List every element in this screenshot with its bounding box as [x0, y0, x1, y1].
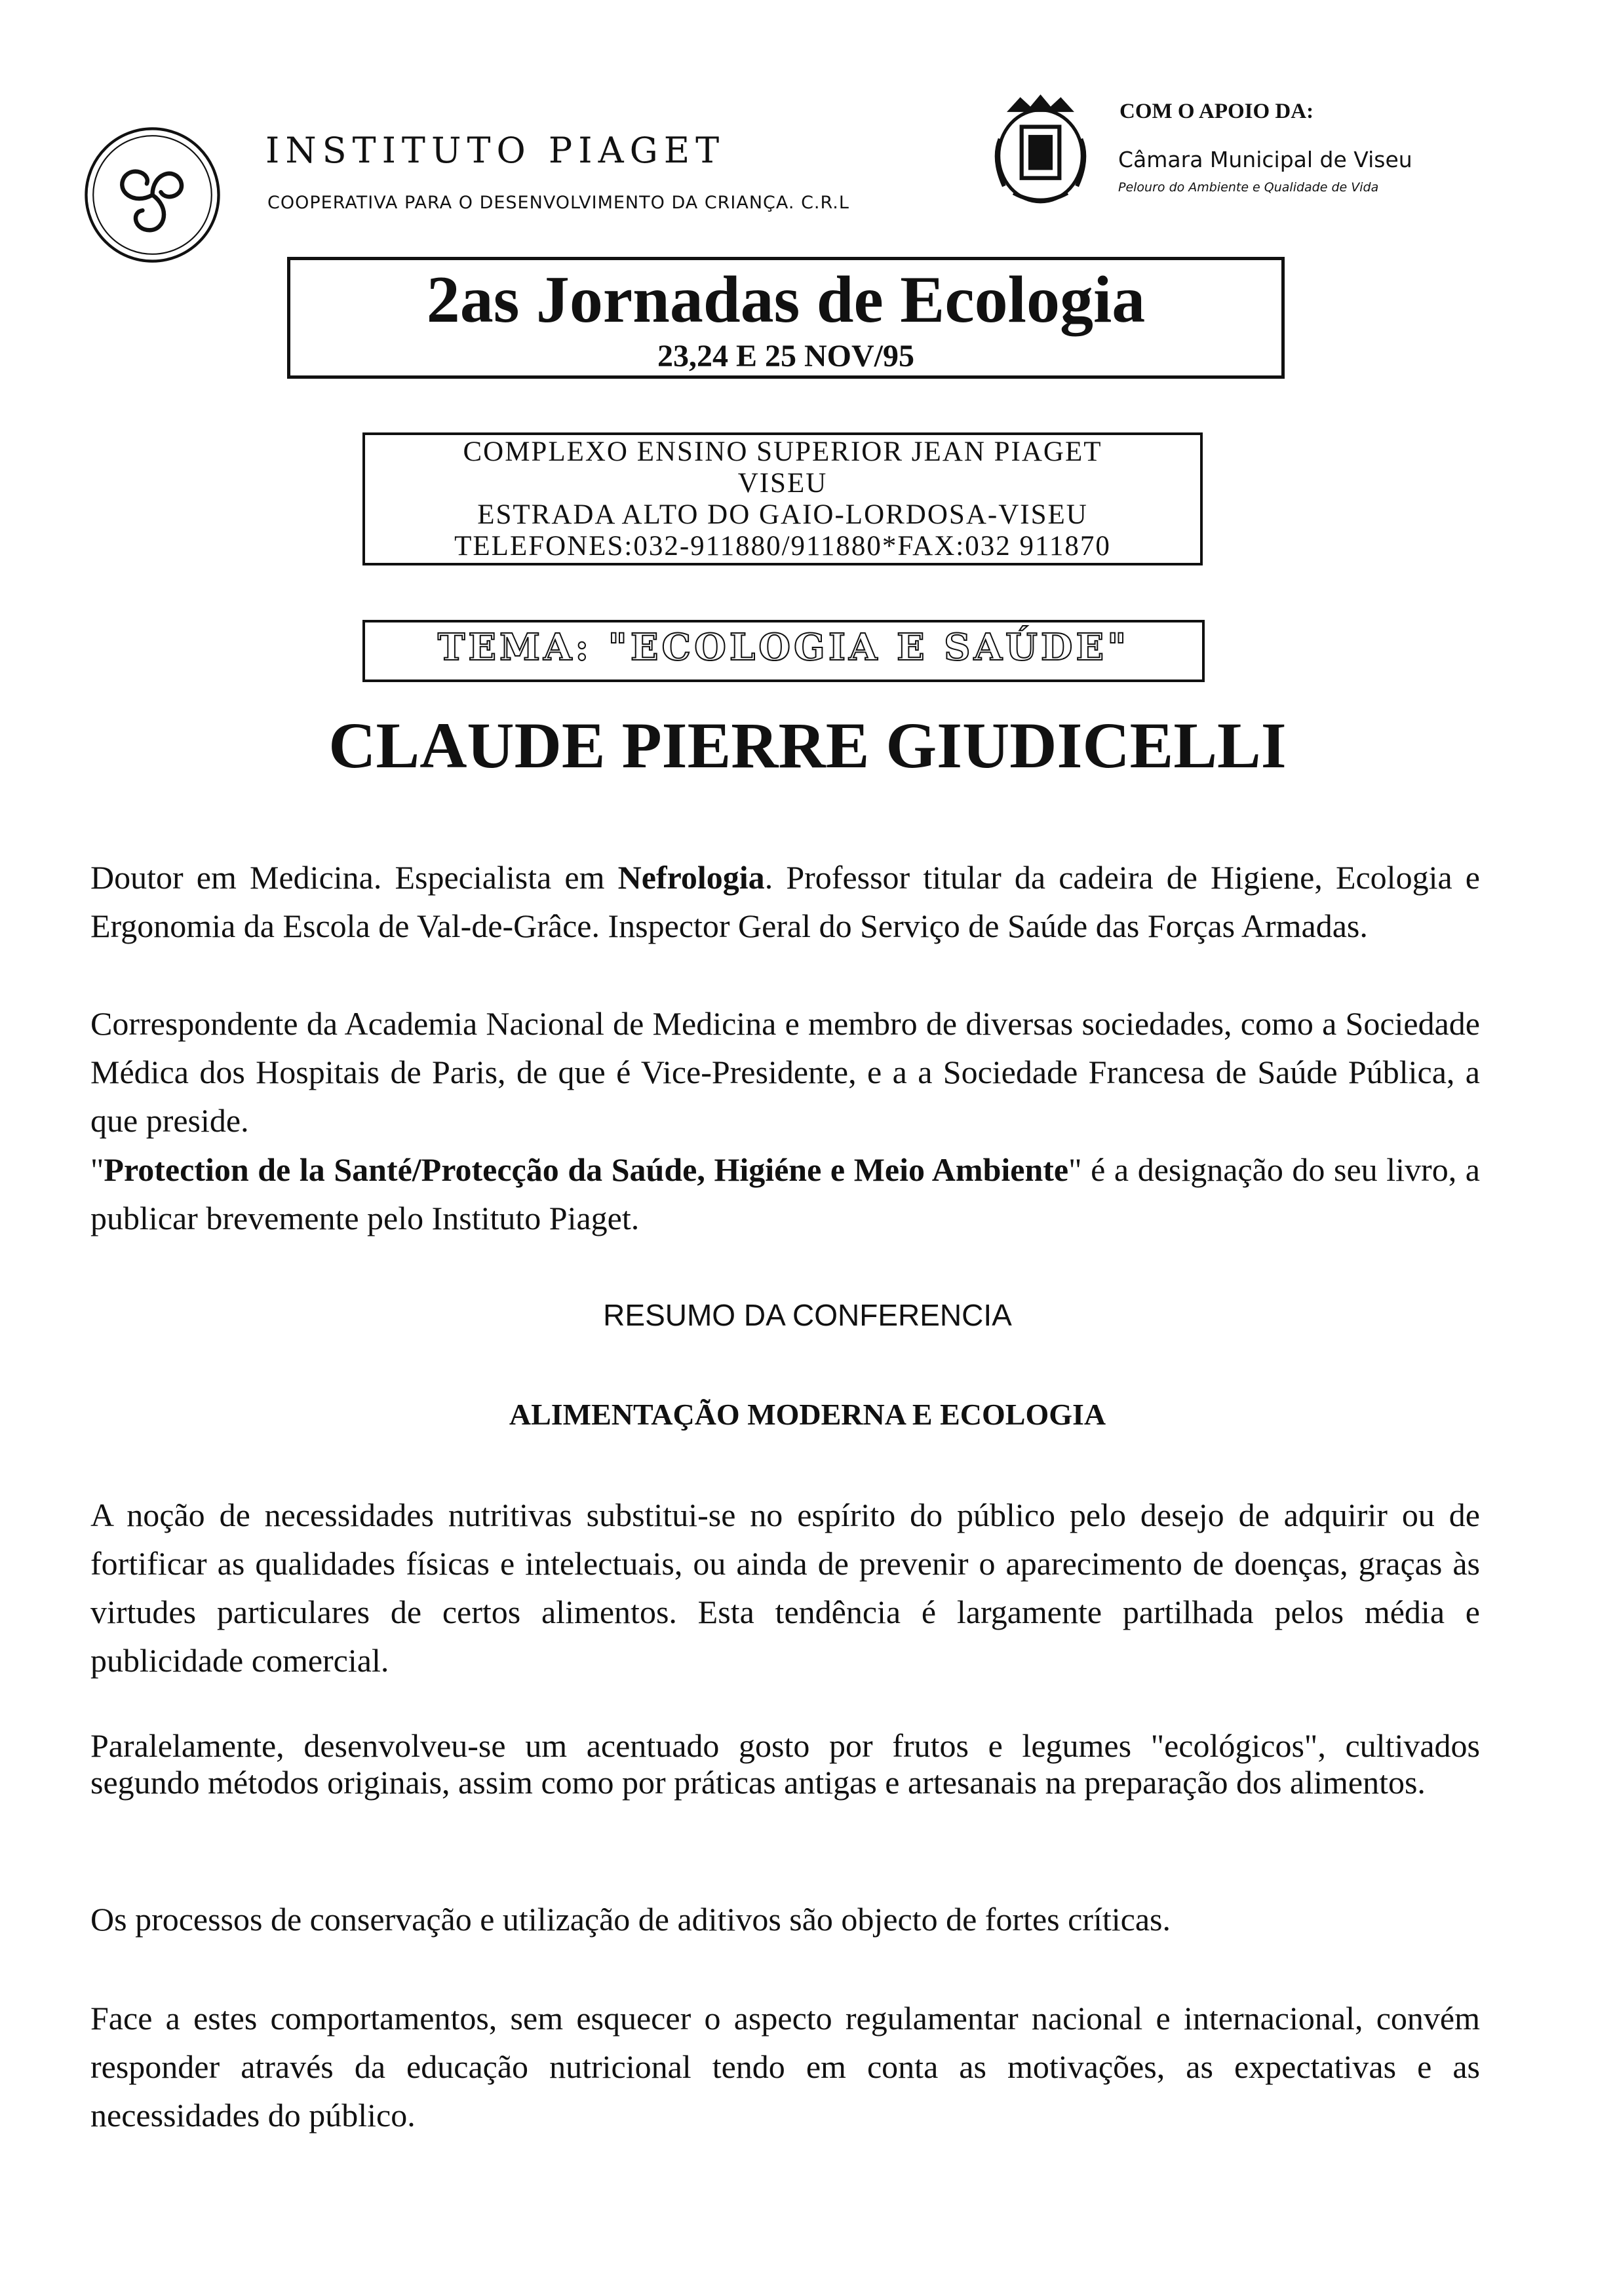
event-title-box	[287, 257, 1285, 379]
bio-text: Doutor em Medicina. Especialista em	[90, 859, 618, 896]
support-label: COM O APOIO DA:	[1119, 100, 1314, 123]
institution-name: INSTITUTO PIAGET	[265, 130, 726, 171]
bio-specialty: Nefrologia	[617, 859, 765, 896]
summary-paragraph: A noção de necessidades nutritivas substitui-se no espírito do público pelo desejo de adquirir ou de fortificar as qualidades físicas e intelectuais, ou ainda de prevenir o aparecimento de doenças, graças às virtudes particulares de certos alimentos. Esta tendência é largamente partilhada pelos média e publicidade comercial.	[90, 1497, 1480, 1679]
venue-line: ESTRADA ALTO DO GAIO-LORDOSA-VISEU	[477, 499, 1088, 530]
venue-line: VISEU	[737, 468, 828, 499]
venue-box	[362, 432, 1203, 565]
summary-paragraph: Paralelamente, desenvolveu-se um acentuado gosto por frutos e legumes "ecológicos", cultivados segundo métodos originais, assim como por práticas antigas e artesanais na preparação dos alimentos.	[90, 1727, 1480, 1801]
event-dates: 23,24 E 25 NOV/95	[657, 339, 914, 373]
bio-text: " é a designação do seu livro, a publicar brevemente pelo Instituto Piaget.	[90, 1151, 1480, 1236]
institution-subtitle: COOPERATIVA PARA O DESENVOLVIMENTO DA CRIANÇA. C.R.L	[267, 193, 849, 213]
instituto-piaget-logo	[82, 124, 223, 265]
event-title: 2as Jornadas de Ecologia	[426, 263, 1146, 337]
summary-paragraph: Face a estes comportamentos, sem esquecer o aspecto regulamentar nacional e internacional, convém responder através da educação nutricional tendo em conta as motivações, as expectativas e as necessidades do público.	[90, 2000, 1480, 2133]
bio-text: . Professor titular da cadeira de Higiene, Ecologia e Ergonomia da Escola de Val-de-Grâce. Inspector Geral do Serviço de Saúde das Forças Armadas.	[90, 859, 1480, 944]
venue-line: COMPLEXO ENSINO SUPERIOR JEAN PIAGET	[463, 436, 1102, 467]
speaker-book-paragraph	[90, 1145, 1480, 1242]
bio-text: "	[90, 1151, 104, 1188]
theme-text: TEMA: "ECOLOGIA E SAÚDE"	[437, 626, 1130, 669]
summary-label: RESUMO DA CONFERENCIA	[603, 1298, 1012, 1332]
speaker-bio-paragraph	[90, 853, 1480, 950]
speaker-name: CLAUDE PIERRE GIUDICELLI	[328, 709, 1287, 782]
book-title: Protection de la Santé/Protecção da Saúde, Higiéne e Meio Ambiente	[104, 1151, 1069, 1188]
summary-title: ALIMENTAÇÃO MODERNA E ECOLOGIA	[509, 1398, 1106, 1431]
support-entity: Câmara Municipal de Viseu	[1118, 147, 1412, 172]
venue-line: TELEFONES:032-911880/911880*FAX:032 911870	[454, 531, 1111, 562]
support-department: Pelouro do Ambiente e Qualidade de Vida	[1118, 180, 1379, 195]
speaker-bio-paragraph: Correspondente da Academia Nacional de Medicina e membro de diversas sociedades, como a Sociedade Médica dos Hospitais de Paris, de que é Vice-Presidente, e a a Sociedade Francesa de Saúde Pública, a que preside.	[90, 1005, 1480, 1139]
theme-box	[362, 620, 1205, 682]
viseu-crest-icon	[986, 92, 1095, 206]
summary-paragraph: Os processos de conservação e utilização de aditivos são objecto de fortes críticas.	[90, 1901, 1171, 1938]
